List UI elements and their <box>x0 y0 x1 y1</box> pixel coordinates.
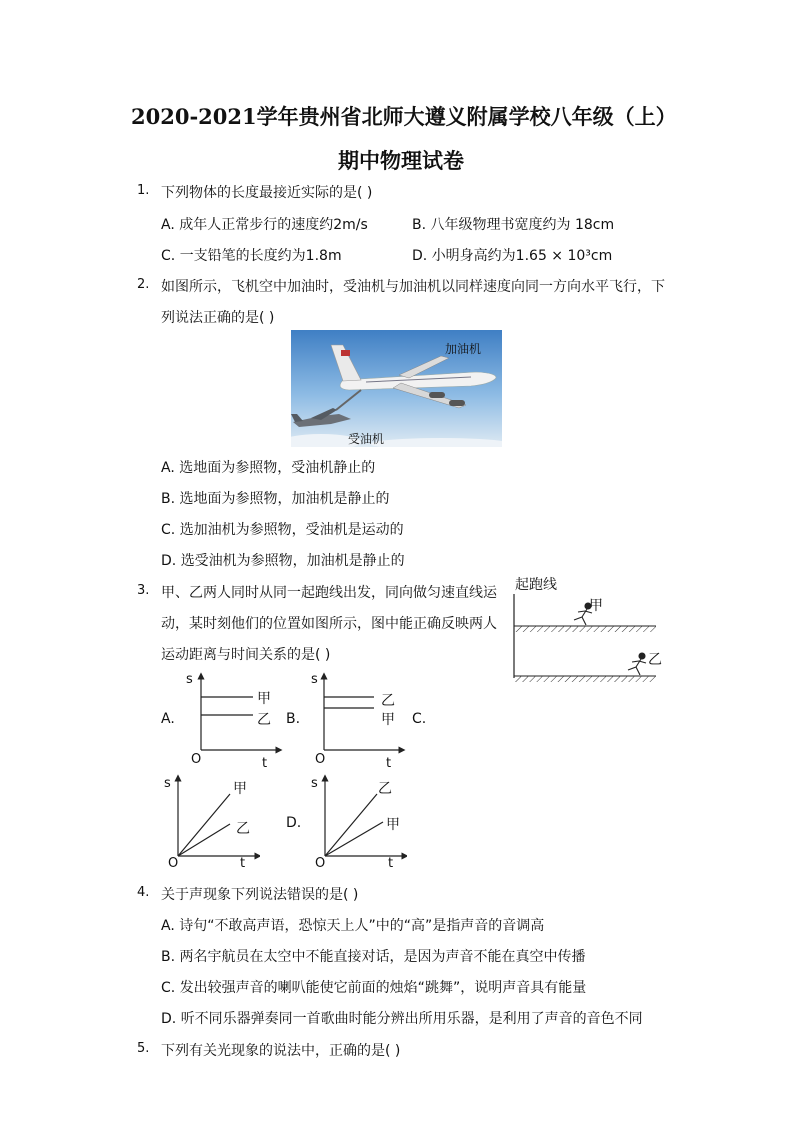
figure-label-jia: 甲 <box>589 598 603 614</box>
question-3-text-line2: 动，某时刻他们的位置如图所示，图中能正确反映两人 <box>161 616 497 632</box>
graph-b-origin: O <box>315 752 326 767</box>
graph-a-t-axis: t <box>262 756 268 771</box>
graph-option-d-label: D. <box>286 815 302 831</box>
graph-a-origin: O <box>191 752 202 767</box>
graph-b-t-axis: t <box>386 756 392 771</box>
question-5-number: 5. <box>137 1041 150 1056</box>
graph-c-shallow-line-label: 乙 <box>236 821 250 837</box>
question-5-text: 下列有关光现象的说法中，正确的是( ) <box>161 1043 401 1059</box>
question-1-option-b: B. 八年级物理书宽度约为 18cm <box>412 217 615 233</box>
question-1-number: 1. <box>137 183 150 198</box>
graph-option-c-label: C. <box>412 711 427 727</box>
graph-b-lower-line-label: 甲 <box>381 712 395 728</box>
question-2-text-line1: 如图所示，飞机空中加油时，受油机与加油机以同样速度向同一方向水平飞行，下 <box>161 279 665 295</box>
graph-a-s-axis: s <box>186 672 193 687</box>
graph-c-origin: O <box>168 856 179 871</box>
graph-option-a-label: A. <box>161 711 175 727</box>
question-1-text: 下列物体的长度最接近实际的是( ) <box>161 185 373 201</box>
question-3-text-line3: 运动距离与时间关系的是( ) <box>161 647 331 663</box>
figure-label-tanker: 加油机 <box>445 342 482 356</box>
question-2-option-a: A. 选地面为参照物，受油机静止的 <box>161 460 376 476</box>
question-4-option-d: D. 听不同乐器弹奏同一首歌曲时能分辨出所用乐器，是利用了声音的音色不同 <box>161 1011 643 1027</box>
question-4-number: 4. <box>137 885 150 900</box>
figure-label-yi: 乙 <box>648 652 662 668</box>
graph-b-upper-line-label: 乙 <box>381 693 395 709</box>
question-1-option-a: A. 成年人正常步行的速度约2m/s <box>161 217 368 233</box>
question-3-text-line1: 甲、乙两人同时从同一起跑线出发，同向做匀速直线运 <box>161 585 497 601</box>
graph-d-steep-line-label: 乙 <box>378 781 392 797</box>
graph-a-lower-line-label: 乙 <box>257 712 271 728</box>
figure-label-start-line: 起跑线 <box>515 577 557 593</box>
question-3-number: 3. <box>137 583 150 598</box>
question-2-option-b: B. 选地面为参照物，加油机是静止的 <box>161 491 390 507</box>
graph-d-shallow-line-label: 甲 <box>386 817 400 833</box>
graph-d-t-axis: t <box>388 856 394 871</box>
runner-yi-icon <box>628 653 646 675</box>
question-4-option-a: A. 诗句“不敢高声语，恐惊天上人”中的“高”是指声音的音调高 <box>161 918 545 934</box>
graph-c-s-axis: s <box>164 776 171 791</box>
question-1-option-c: C. 一支铅笔的长度约为1.8m <box>161 248 342 264</box>
question-2-number: 2. <box>137 277 150 292</box>
graph-a-upper-line-label: 甲 <box>257 691 271 707</box>
graph-c-t-axis: t <box>240 856 246 871</box>
graph-d-origin: O <box>315 856 326 871</box>
question-1-option-d: D. 小明身高约为1.65 × 10³cm <box>412 248 613 264</box>
question-4-option-b: B. 两名宇航员在太空中不能直接对话，是因为声音不能在真空中传播 <box>161 949 586 965</box>
exam-title-line2: 期中物理试卷 <box>338 148 464 173</box>
exam-title-line1: 2020-2021学年贵州省北师大遵义附属学校八年级（上） <box>131 104 677 129</box>
question-4-option-c: C. 发出较强声音的喇叭能使它前面的烛焰“跳舞”，说明声音具有能量 <box>161 980 587 996</box>
question-2-option-d: D. 选受油机为参照物，加油机是静止的 <box>161 553 405 569</box>
figure-label-receiver: 受油机 <box>348 432 385 446</box>
graph-d-s-axis: s <box>311 776 318 791</box>
question-2-text-line2: 列说法正确的是( ) <box>161 310 275 326</box>
graph-option-b-label: B. <box>286 711 301 727</box>
question-2-option-c: C. 选加油机为参照物，受油机是运动的 <box>161 522 404 538</box>
question-4-text: 关于声现象下列说法错误的是( ) <box>161 887 359 903</box>
graph-b-s-axis: s <box>311 672 318 687</box>
graph-c-steep-line-label: 甲 <box>233 781 247 797</box>
